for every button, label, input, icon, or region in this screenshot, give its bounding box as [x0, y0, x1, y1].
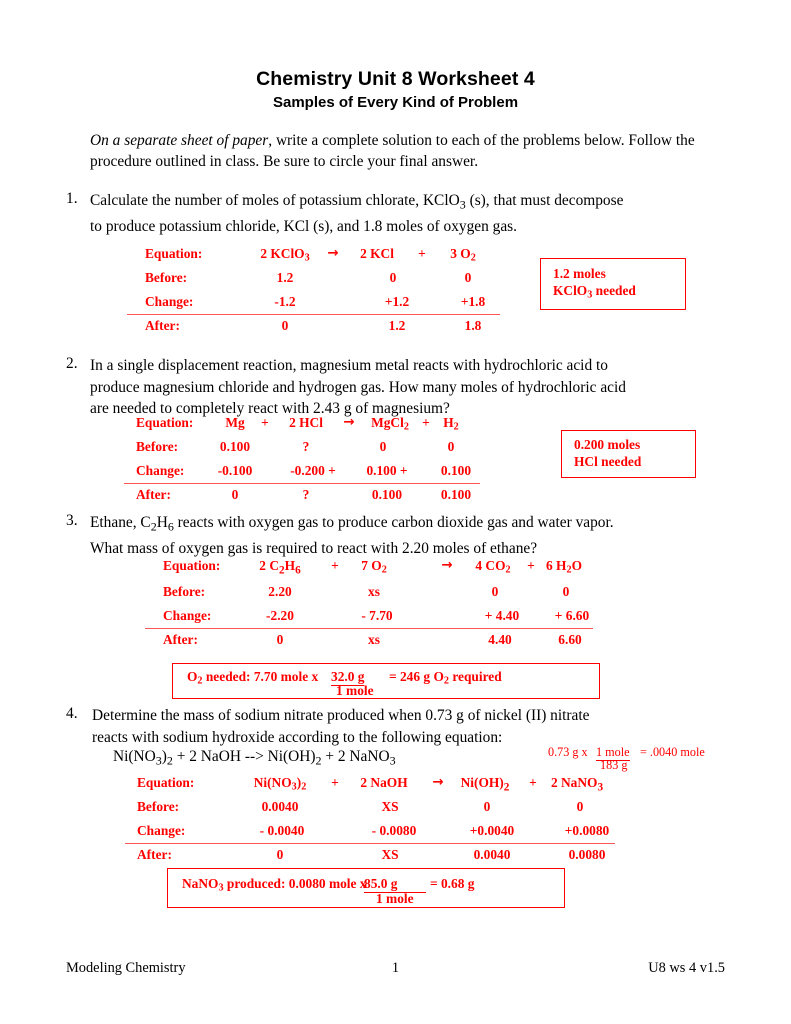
side-calc-fraction-denominator: 183 g [600, 758, 628, 772]
table-divider-rule [127, 314, 500, 315]
equation-plus-sign: + [418, 246, 426, 261]
equation-term-product-1: $Ni(OH)_2$ [460, 775, 510, 794]
equation-plus-sign-1: + [331, 558, 339, 573]
equation-term-product-2: 3 $O_2$ [450, 246, 476, 264]
table-row [145, 270, 525, 292]
after-value-2: xs [368, 632, 380, 647]
after-value-2: ? [302, 487, 310, 502]
calc-box-suffix: = 246 g $O_2$ required [389, 669, 502, 687]
row-label-change: Change: [163, 608, 212, 623]
after-value-4: 0.0080 [568, 847, 606, 862]
equation-term-reactant-1: Mg [225, 415, 245, 430]
change-value-2: - 0.0080 [371, 823, 417, 838]
equation-term-product-1: 2 KCl [360, 246, 394, 261]
table-row [137, 823, 610, 845]
problem-4-line1: Determine the mass of sodium nitrate produced when 0.73 g of nickel (II) nitrate [92, 707, 590, 724]
equation-term-product-2: $H_2$ [443, 415, 459, 433]
calc-box-prefix: $O_2$ needed: 7.70 mole x [187, 669, 319, 687]
table-row [163, 584, 570, 606]
table-row [145, 294, 525, 316]
before-value-3: 0 [483, 799, 491, 814]
problem-2-line2: produce magnesium chloride and hydrogen gas. How many moles of hydrochloric acid [90, 378, 626, 396]
equation-term-reactant-1: $Ni(NO_3)_2$ [253, 775, 307, 793]
problem-4-calculation-box [167, 868, 565, 908]
after-value-1: 0 [276, 847, 284, 862]
answer-box-line1: 0.200 moles [574, 437, 641, 452]
before-value-4: 0 [562, 584, 570, 599]
before-value-1: 0.100 [219, 439, 251, 454]
change-value-1: -0.100 [217, 463, 253, 478]
table-divider-rule [145, 628, 593, 629]
calc-box-fraction-denominator: 1 mole [336, 683, 374, 698]
before-value-2: 0 [389, 270, 397, 285]
table-row [145, 318, 525, 340]
row-label-after: After: [137, 847, 172, 862]
problem-1-line1: Calculate the number of moles of potassium chlorate, KClO$_3$ (s), that must decompose [90, 192, 624, 212]
after-value-2: XS [381, 847, 399, 862]
equation-arrow-icon: → [327, 246, 339, 261]
calc-box-fraction-denominator: 1 mole [376, 891, 414, 906]
equation-arrow-icon: → [441, 558, 453, 573]
table-row [163, 608, 590, 630]
before-value-2: XS [381, 799, 399, 814]
before-value-2: ? [302, 439, 310, 454]
side-calc-prefix: 0.73 g x [548, 745, 588, 759]
problem-4-statement [92, 705, 732, 748]
change-value-1: -2.20 [266, 608, 294, 623]
equation-term-reactant-2: 2 NaOH [360, 775, 408, 790]
problem-2-answer-box [561, 430, 696, 478]
after-value-1: 0 [281, 318, 289, 333]
table-row [137, 799, 584, 821]
row-label-after: After: [145, 318, 180, 333]
after-value-2: 1.2 [388, 318, 406, 333]
equation-plus-sign-1: + [331, 775, 339, 790]
problem-4-line2: reacts with sodium hydroxide according to the following equation: [92, 728, 503, 746]
problem-3-number: 3. [66, 512, 78, 529]
row-label-before: Before: [136, 439, 179, 454]
table-row [145, 246, 525, 268]
equation-term-reactant-1: 2 $C_2H_6$ [259, 558, 301, 577]
footer-left-text: Modeling Chemistry [66, 960, 186, 976]
change-value-1: -1.2 [274, 294, 296, 309]
equation-term-product-2: 6 $H_2O$ [546, 558, 582, 576]
equation-term-product-1: MgCl$_2$ [371, 415, 409, 433]
before-value-1: 1.2 [276, 270, 294, 285]
after-value-3: 4.40 [488, 632, 512, 647]
problem-4-equation-line: $Ni(NO_3)_2 + 2$ NaOH --> $Ni(OH)_2 + 2$ NaNO$_3$ [113, 748, 396, 768]
problem-2-bca-table [136, 415, 472, 507]
after-value-3: 0.100 [371, 487, 403, 502]
problem-3-bca-table [163, 558, 590, 650]
problem-1-line2: to produce potassium chloride, KCl (s), and 1.8 moles of oxygen gas. [90, 217, 518, 235]
table-row [136, 415, 466, 437]
problem-3-calculation-box [172, 663, 600, 699]
problem-2-statement [90, 355, 725, 420]
equation-term-reactant-2: 2 HCl [289, 415, 323, 430]
footer-page-number: 1 [391, 960, 400, 976]
equation-plus-sign-2: + [527, 558, 535, 573]
change-value-3: 0.100 + [366, 463, 408, 478]
calc-box-fraction-numerator: 32.0 g [331, 669, 365, 684]
row-label-change: Change: [137, 823, 186, 838]
footer-right-text: U8 ws 4 v1.5 [648, 960, 725, 976]
problem-2-line1: In a single displacement reaction, magnesium metal reacts with hydrochloric acid to [90, 357, 608, 374]
before-value-4: 0 [576, 799, 584, 814]
problem-2-line3: are needed to completely react with 2.43 g of magnesium? [90, 400, 450, 417]
before-value-1: 0.0040 [261, 799, 299, 814]
table-row [136, 439, 466, 461]
intro-paragraph [90, 130, 720, 172]
change-value-1: - 0.0040 [259, 823, 305, 838]
change-value-2: +1.2 [384, 294, 410, 309]
table-divider-rule [125, 843, 615, 844]
equation-term-reactant-2: 7 $O_2$ [361, 558, 387, 576]
equation-plus-sign-2: + [422, 415, 430, 430]
before-value-1: 2.20 [268, 584, 292, 599]
table-row [163, 558, 582, 580]
problem-4-bca-table [137, 775, 610, 867]
change-value-3: +1.8 [460, 294, 486, 309]
change-value-4: +0.0080 [564, 823, 610, 838]
intro-italic-phrase: On a separate sheet of paper [90, 132, 269, 149]
after-value-4: 0.100 [440, 487, 472, 502]
calc-box-prefix: NaNO$_3$ produced: 0.0080 mole x [182, 876, 367, 894]
row-label-after: After: [136, 487, 171, 502]
row-label-equation: Equation: [136, 415, 194, 430]
problem-1-answer-box [540, 258, 686, 310]
answer-box-line2: HCl needed [574, 454, 642, 469]
problem-1-statement [90, 190, 722, 237]
before-value-3: 0 [491, 584, 499, 599]
row-label-equation: Equation: [163, 558, 221, 573]
row-label-after: After: [163, 632, 198, 647]
calc-box-fraction-numerator: 85.0 g [364, 876, 426, 893]
table-divider-rule [124, 483, 480, 484]
intro-rest-text: , write a complete solution to each of the problems below. Follow the procedure outlined in class. Be sure to circle your final answer. [90, 132, 695, 170]
table-row [136, 487, 472, 509]
row-label-before: Before: [163, 584, 206, 599]
row-label-change: Change: [136, 463, 185, 478]
problem-4-number: 4. [66, 705, 78, 722]
row-label-before: Before: [145, 270, 188, 285]
change-value-2: - 7.70 [361, 608, 393, 623]
answer-box-line2: KClO$_3$ needed [553, 283, 636, 301]
table-row [163, 632, 582, 654]
page-title: Chemistry Unit 8 Worksheet 4 [256, 68, 535, 90]
problem-4-side-calculation [548, 745, 728, 775]
problem-2-number: 2. [66, 355, 78, 372]
before-value-3: 0 [379, 439, 387, 454]
change-value-2: -0.200 + [290, 463, 336, 478]
before-value-3: 0 [464, 270, 472, 285]
after-value-3: 0.0040 [473, 847, 511, 862]
row-label-equation: Equation: [137, 775, 195, 790]
calc-box-suffix: = 0.68 g [430, 876, 475, 891]
equation-arrow-icon: → [343, 415, 355, 430]
row-label-change: Change: [145, 294, 194, 309]
equation-term-product-2: 2 NaNO$_3$ [550, 775, 604, 794]
change-value-3: +0.0040 [469, 823, 515, 838]
before-value-2: xs [368, 584, 380, 599]
row-label-before: Before: [137, 799, 180, 814]
before-value-4: 0 [447, 439, 455, 454]
equation-term-reactant-1: 2 KClO$_3$ [260, 246, 310, 264]
equation-arrow-icon: → [432, 775, 444, 790]
side-calc-fraction-numerator: 1 mole [596, 745, 630, 759]
change-value-3: + 4.40 [484, 608, 520, 623]
page-subtitle: Samples of Every Kind of Problem [272, 94, 519, 111]
table-row [137, 775, 604, 797]
change-value-4: 0.100 [440, 463, 472, 478]
after-value-1: 0 [276, 632, 284, 647]
problem-3-statement [90, 512, 730, 559]
problem-3-line1: Ethane, $C_2H_6$ reacts with oxygen gas to produce carbon dioxide gas and water vapor. [90, 514, 614, 534]
problem-1-number: 1. [66, 190, 78, 207]
equation-plus-sign-1: + [261, 415, 269, 430]
problem-1-bca-table [145, 246, 525, 338]
table-row [137, 847, 606, 869]
equation-plus-sign-2: + [529, 775, 537, 790]
side-calc-suffix: = .0040 mole [640, 745, 705, 759]
table-row [136, 463, 472, 485]
equation-term-product-1: 4 $CO_2$ [475, 558, 511, 576]
after-value-4: 6.60 [558, 632, 582, 647]
problem-3-line2: What mass of oxygen gas is required to react with 2.20 moles of ethane? [90, 539, 538, 557]
after-value-3: 1.8 [464, 318, 482, 333]
answer-box-line1: 1.2 moles [553, 266, 606, 281]
row-label-equation: Equation: [145, 246, 203, 261]
after-value-1: 0 [231, 487, 239, 502]
change-value-4: + 6.60 [554, 608, 590, 623]
